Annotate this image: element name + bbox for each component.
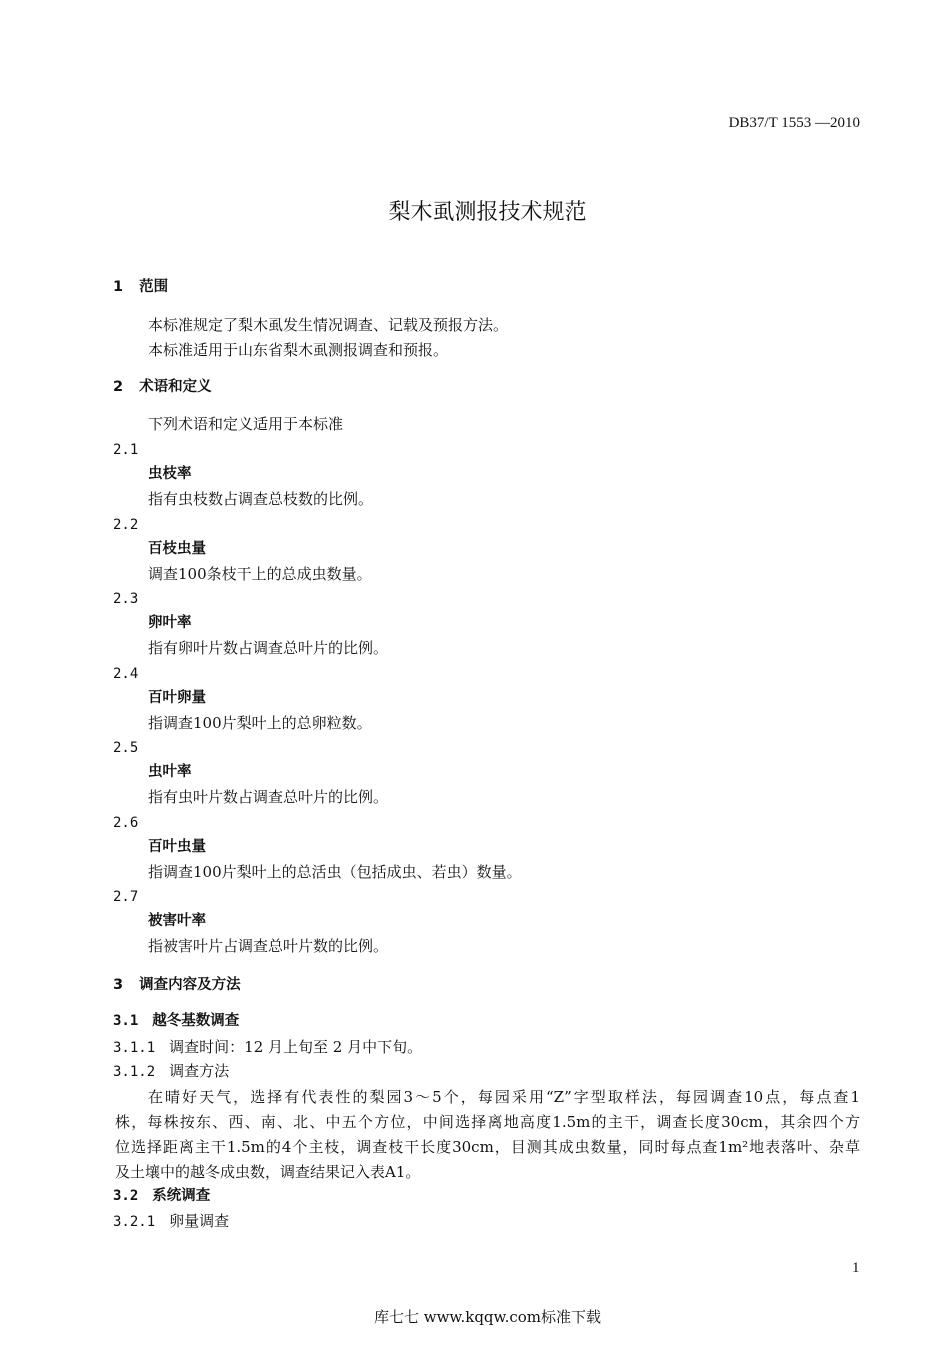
section-number: 2 xyxy=(113,379,124,395)
term-name: 被害叶率 xyxy=(148,913,206,929)
section-text: 调查时间：12 月上旬至 2 月中下旬。 xyxy=(169,1038,423,1056)
section-1-heading xyxy=(113,278,168,296)
term-name: 百枝虫量 xyxy=(148,541,206,557)
section-number: 3.2.1 xyxy=(113,1214,156,1230)
scope-paragraph-1: 本标准规定了梨木虱发生情况调查、记载及预报方法。 xyxy=(148,316,509,334)
section-number: 3 xyxy=(113,977,124,993)
terms-intro: 下列术语和定义适用于本标准 xyxy=(148,415,344,433)
term-definition: 指调查100片梨叶上的总活虫（包括成虫、若虫）数量。 xyxy=(148,863,522,881)
term-definition: 指有卵叶片数占调查总叶片的比例。 xyxy=(148,639,389,657)
section-3-1-2 xyxy=(113,1062,229,1081)
section-number: 3.2 xyxy=(113,1188,139,1204)
section-title: 范围 xyxy=(139,279,169,295)
term-number: 2.2 xyxy=(113,517,139,533)
term-number: 2.5 xyxy=(113,740,139,756)
page-number: 1 xyxy=(852,1260,860,1276)
term-definition: 指有虫枝数占调查总枝数的比例。 xyxy=(148,490,374,508)
section-number: 3.1 xyxy=(113,1013,139,1029)
term-name: 虫枝率 xyxy=(148,466,192,482)
term-definition: 调查100条枝干上的总成虫数量。 xyxy=(148,565,372,583)
method-paragraph-line: 及土壤中的越冬成虫数，调查结果记入表A1。 xyxy=(115,1163,421,1181)
section-number: 3.1.1 xyxy=(113,1040,156,1056)
term-definition: 指被害叶片占调查总叶片数的比例。 xyxy=(148,937,389,955)
method-paragraph-line: 位选择距离主干1.5m的4个主枝，调查枝干长度30cm，目测其成虫数量，同时每点查1m²地表落叶、杂草 xyxy=(115,1138,860,1156)
document-code: DB37/T 1553 —2010 xyxy=(728,115,860,131)
section-text: 调查方法 xyxy=(169,1062,230,1080)
section-title: 术语和定义 xyxy=(139,379,212,395)
section-title: 系统调查 xyxy=(152,1188,211,1204)
footer-watermark: 库七七 www.kqqw.com标准下载 xyxy=(373,1308,602,1326)
scope-paragraph-2: 本标准适用于山东省梨木虱测报调查和预报。 xyxy=(148,341,449,359)
term-number: 2.4 xyxy=(113,666,139,682)
term-name: 卵叶率 xyxy=(148,615,192,631)
page-title: 梨木虱测报技术规范 xyxy=(388,200,587,225)
section-text: 卵量调查 xyxy=(169,1212,230,1230)
section-3-2-1 xyxy=(113,1212,229,1231)
section-3-1-1 xyxy=(113,1038,422,1057)
term-number: 2.7 xyxy=(113,889,139,905)
term-number: 2.3 xyxy=(113,591,139,607)
term-number: 2.6 xyxy=(113,815,139,831)
section-title: 调查内容及方法 xyxy=(139,977,241,993)
section-2-heading xyxy=(113,378,212,396)
term-name: 百叶虫量 xyxy=(148,839,206,855)
term-number: 2.1 xyxy=(113,442,139,458)
section-3-2-heading xyxy=(113,1187,210,1205)
method-paragraph-line: 株，每株按东、西、南、北、中五个方位，中间选择离地高度1.5m的主干，调查长度30cm，其余四个方 xyxy=(115,1113,860,1131)
term-definition: 指调查100片梨叶上的总卵粒数。 xyxy=(148,714,372,732)
term-name: 虫叶率 xyxy=(148,764,192,780)
section-number: 3.1.2 xyxy=(113,1064,156,1080)
section-3-1-heading xyxy=(113,1012,239,1030)
method-paragraph-line: 在晴好天气，选择有代表性的梨园3～5个，每园采用“Z”字型取样法，每园调查10点，每点查1 xyxy=(148,1088,860,1106)
section-title: 越冬基数调查 xyxy=(152,1013,240,1029)
section-number: 1 xyxy=(113,279,124,295)
section-3-heading xyxy=(113,976,241,994)
term-name: 百叶卵量 xyxy=(148,690,206,706)
term-definition: 指有虫叶片数占调查总叶片的比例。 xyxy=(148,788,389,806)
